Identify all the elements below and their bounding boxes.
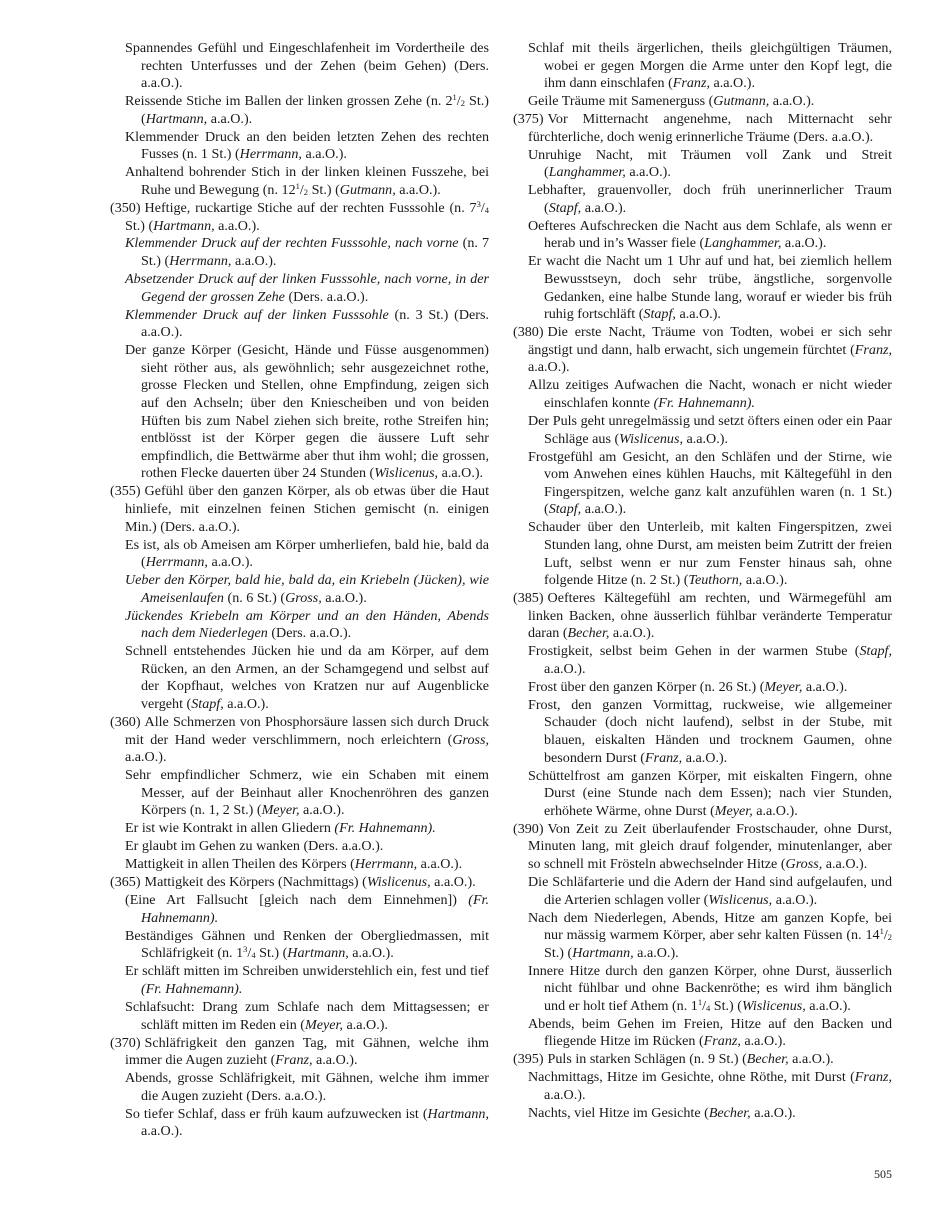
entry: Absetzender Druck auf der linken Fusssohle, nach vorne, in der Gegend der grossen Zehe (Ders. a.a.O.). (125, 271, 489, 305)
entry-number: (390) (513, 820, 544, 837)
entry-text: Puls in starken Schlägen (n. 9 St.) (Becher, a.a.O.). (547, 1051, 834, 1068)
entry-text: Alle Schmerzen von Phosphorsäure lassen sich durch Druck mit der Hand weder verschlimmern, noch erleichtern (Gross, a.a.O.). (125, 714, 489, 766)
entry-text: Mattigkeit des Körpers (Nachmittags) (Wislicenus, a.a.O.). (144, 874, 476, 891)
entry: Abends, grosse Schläfrigkeit, mit Gähnen, welche ihm immer die Augen zuzieht (Ders. a.a.O.). (125, 1070, 489, 1104)
entry: Mattigkeit in allen Theilen des Körpers (Herrmann, a.a.O.). (125, 856, 463, 873)
entry-number: (350) (110, 199, 141, 216)
entry: Er ist wie Kontrakt in allen Gliedern (Fr. Hahnemann). (125, 820, 436, 837)
entry-number: (380) (513, 324, 544, 341)
entry: Schüttelfrost am ganzen Körper, mit eiskalten Fingern, ohne Durst (eine Stunde nach dem Essen); nach vier Stunden, erhöhete Wärme, ohne Durst (Meyer, a.a.O.). (528, 767, 892, 819)
entry: Klemmender Druck an den beiden letzten Zehen des rechten Fusses (n. 1 St.) (Herrmann, a.a.O.). (125, 128, 489, 163)
entry: Schauder über den Unterleib, mit kalten Fingerspitzen, zwei Stunden lang, ohne Durst, am meisten beim Zutritt der freien Luft, selbst wenn er nur zum Fenster hinaus sah, ohne folgende Hitze (n. 2 St.) (Teuthorn, a.a.O.). (528, 519, 892, 589)
entry: (Eine Art Fallsucht [gleich nach dem Einnehmen]) (Fr. Hahnemann). (125, 892, 489, 926)
entry-text: Gefühl über den ganzen Körper, als ob etwas über die Haut hinliefe, mit einzelnen feinen Stichen gemischt (n. einigen Min.) (Ders. a.a.O.). (125, 483, 489, 535)
entry: Frostigkeit, selbst beim Gehen in der warmen Stube (Stapf, a.a.O.). (528, 643, 892, 677)
page-number: 505 (874, 1167, 892, 1181)
entry-number: (360) (110, 714, 141, 731)
entry: Frost über den ganzen Körper (n. 26 St.) (Meyer, a.a.O.). (528, 678, 848, 695)
entry: Reissende Stiche im Ballen der linken grossen Zehe (n. $2^1/_2$ St.) (Hartmann, a.a.O.). (125, 92, 490, 127)
entry: Unruhige Nacht, mit Träumen voll Zank und Streit (Langhammer, a.a.O.). (528, 146, 892, 181)
entry: Allzu zeitiges Aufwachen die Nacht, wonach er nicht wieder einschlafen konnte (Fr. Hahnemann). (528, 377, 892, 411)
entry (513, 821, 892, 874)
entry: Nachmittags, Hitze im Gesichte, ohne Röthe, mit Durst (Franz, a.a.O.). (528, 1069, 892, 1104)
entry: Schlaf mit theils ärgerlichen, theils gleichgültigen Träumen, wobei er gegen Morgen die Arme unter den Kopf legt, die ihm dann einschlafen (Franz, a.a.O.). (528, 40, 892, 92)
entry-text: Die erste Nacht, Träume von Todten, wobei er sich sehr ängstigt und dann, halb erwacht, sich ungemein fürchtet (Franz, a.a.O.). (528, 324, 892, 376)
entry: Abends, beim Gehen im Freien, Hitze auf den Backen und fliegende Hitze im Rücken (Franz, a.a.O.). (528, 1015, 892, 1050)
entry: Der ganze Körper (Gesicht, Hände und Füsse ausgenommen) sieht röther aus, als gewöhnlich; sehr ausgezeichnet rothe, grosse Flecken und Stellen, ohne Empfindung, zeigen sich auf den Achseln; über den Kniescheiben und von beiden Hüften bis zum Nabel ziehen sich breite, rothe Streifen hin; entblösst ist der Körper gegen die äussere Luft sehr empfindlich, die Bettwärme aber thut ihm wohl; die grossen, rothen Flecke dauerten über 24 Stunden (Wislicenus, a.a.O.). (125, 342, 489, 482)
entry: Er wacht die Nacht um 1 Uhr auf und hat, bei ziemlich hellem Bewusstseyn, doch sehr trübe, ängstliche, sorgenvolle Gedanken, eine halbe Stunde lang, worauf er wieder bis früh ruhig fortschläft (Stapf, a.a.O.). (528, 253, 892, 323)
entry (110, 714, 489, 767)
entry: Ueber den Körper, bald hie, bald da, ein Kriebeln (Jücken), wie Ameisenlaufen (n. 6 St.) (Gross, a.a.O.). (125, 572, 489, 606)
entry: Oefteres Aufschrecken die Nacht aus dem Schlafe, als wenn er herab und in’s Wasser fiele (Langhammer, a.a.O.). (528, 217, 892, 252)
entry-text: Vor Mitternacht angenehme, nach Mitternacht sehr fürchterliche, doch wenig erinnerliche Träume (Ders. a.a.O.). (528, 111, 892, 145)
entry (110, 1035, 489, 1070)
entry-number: (385) (513, 590, 544, 607)
entry: Frost, den ganzen Vormittag, ruckweise, wie allgemeiner Schauder (doch nicht laufend), selbst in der Stube, mit blauen, eiskalten Händen und trocknem Gaumen, ohne besondern Durst (Franz, a.a.O.). (528, 696, 892, 766)
entry: Klemmender Druck auf der rechten Fusssohle, nach vorne (n. 7 St.) (Herrmann, a.a.O.). (125, 235, 490, 270)
entry (110, 483, 489, 536)
left-column (110, 40, 489, 1141)
entry: Es ist, als ob Ameisen am Körper umherliefen, bald hie, bald da (Herrmann, a.a.O.). (125, 536, 489, 571)
entry: Er glaubt im Gehen zu wanken (Ders. a.a.O.). (125, 838, 384, 855)
entry: Klemmender Druck auf der linken Fusssohle (n. 3 St.) (Ders. a.a.O.). (125, 306, 489, 341)
entry (513, 324, 892, 377)
entry: Schlafsucht: Drang zum Schlafe nach dem Mittagsessen; er schläft mitten im Reden ein (Meyer, a.a.O.). (125, 999, 489, 1033)
entry-number: (375) (513, 111, 544, 128)
entry-number: (355) (110, 483, 141, 500)
entry (513, 111, 892, 146)
entry-text: Heftige, ruckartige Stiche auf der rechten Fusssohle (n. $7^3/_4$ St.) (Hartmann, a.a.O.). (125, 198, 489, 234)
entry: Jückendes Kriebeln am Körper und an den Händen, Abends nach dem Niederlegen (Ders. a.a.O.). (125, 607, 489, 642)
entry: Sehr empfindlicher Schmerz, wie ein Schaben mit einem Messer, auf der Beinhaut aller Knochenröhren des ganzen Körpers (n. 1, 2 St.) (Meyer, a.a.O.). (125, 767, 489, 819)
entry: Schnell entstehendes Jücken hie und da am Körper, auf dem Rücken, an den Armen, an der Schamgegend und selbst auf der Kopfhaut, welches von Kratzen nur auf Augenblicke vergeht (Stapf, a.a.O.). (125, 643, 489, 713)
entry: Lebhafter, grauenvoller, doch früh unerinnerlicher Traum (Stapf, a.a.O.). (528, 182, 892, 216)
entry: Nach dem Niederlegen, Abends, Hitze am ganzen Kopfe, bei nur mässig warmem Körper, aber sehr kalten Füssen (n. $14^1/_2$ St.) (Hartmann, a.a.O.). (528, 909, 892, 961)
entry-number: (370) (110, 1034, 141, 1051)
entry: Die Schläfarterie und die Adern der Hand sind aufgelaufen, und die Arterien schlagen voller (Wislicenus, a.a.O.). (528, 873, 892, 908)
entry: Frostgefühl am Gesicht, an den Schläfen und der Stirne, wie vom Anwehen eines kühlen Hauchs, mit Kältegefühl in den Fingerspitzen, welche ganz kalt anzufühlen waren (n. 1 St.) (Stapf, a.a.O.). (528, 448, 892, 518)
entry-text: Schläfrigkeit den ganzen Tag, mit Gähnen, welche ihm immer die Augen zuzieht (Franz, a.a.O.). (125, 1034, 489, 1069)
entry: Innere Hitze durch den ganzen Körper, ohne Durst, äusserlich nicht fühlbar und ohne Backenröthe; es wird ihm bänglich und er holt tief Athem (n. $1^1/_4$ St.) (Wislicenus, a.a.O.). (528, 962, 892, 1014)
entry: Er schläft mitten im Schreiben unwiderstehlich ein, fest und tief (Fr. Hahnemann). (125, 963, 489, 998)
entry: Spannendes Gefühl und Eingeschlafenheit im Vordertheile des rechten Unterfusses und der Zehen (beim Gehen) (Ders. a.a.O.). (125, 40, 489, 92)
entry-text: Von Zeit zu Zeit überlaufender Frostschauder, ohne Durst, Minuten lang, mit gleich drauf folgender, minutenlanger, aber so schnell mit Frösteln abwechselnder Hitze (Gross, a.a.O.). (528, 820, 892, 872)
entry: Geile Träume mit Samenerguss (Gutmann, a.a.O.). (528, 93, 815, 110)
entry (110, 874, 489, 892)
right-column (513, 40, 892, 1123)
entry-number: (395) (513, 1051, 544, 1068)
entry-text: Oefteres Kältegefühl am rechten, und Wärmegefühl am linken Backen, ohne äusserlich fühlbar veränderte Temperatur daran (Becher, a.a.O.). (528, 590, 892, 642)
entry: Anhaltend bohrender Stich in der linken kleinen Fusszehe, bei Ruhe und Bewegung (n. $12^1/_2$ St.) (Gutmann, a.a.O.). (125, 164, 489, 198)
entry: Beständiges Gähnen und Renken der Obergliedmassen, mit Schläfrigkeit (n. $1^3/_4$ St.) (Hartmann, a.a.O.). (125, 927, 489, 962)
entry (513, 590, 892, 643)
entry (513, 1051, 892, 1069)
entry-number: (365) (110, 874, 141, 891)
entry: So tiefer Schlaf, dass er früh kaum aufzuwecken ist (Hartmann, a.a.O.). (125, 1105, 489, 1140)
entry: Der Puls geht unregelmässig und setzt öfters einen oder ein Paar Schläge aus (Wislicenus, a.a.O.). (528, 412, 892, 447)
entry (110, 200, 489, 235)
entry: Nachts, viel Hitze im Gesichte (Becher, a.a.O.). (528, 1105, 796, 1121)
